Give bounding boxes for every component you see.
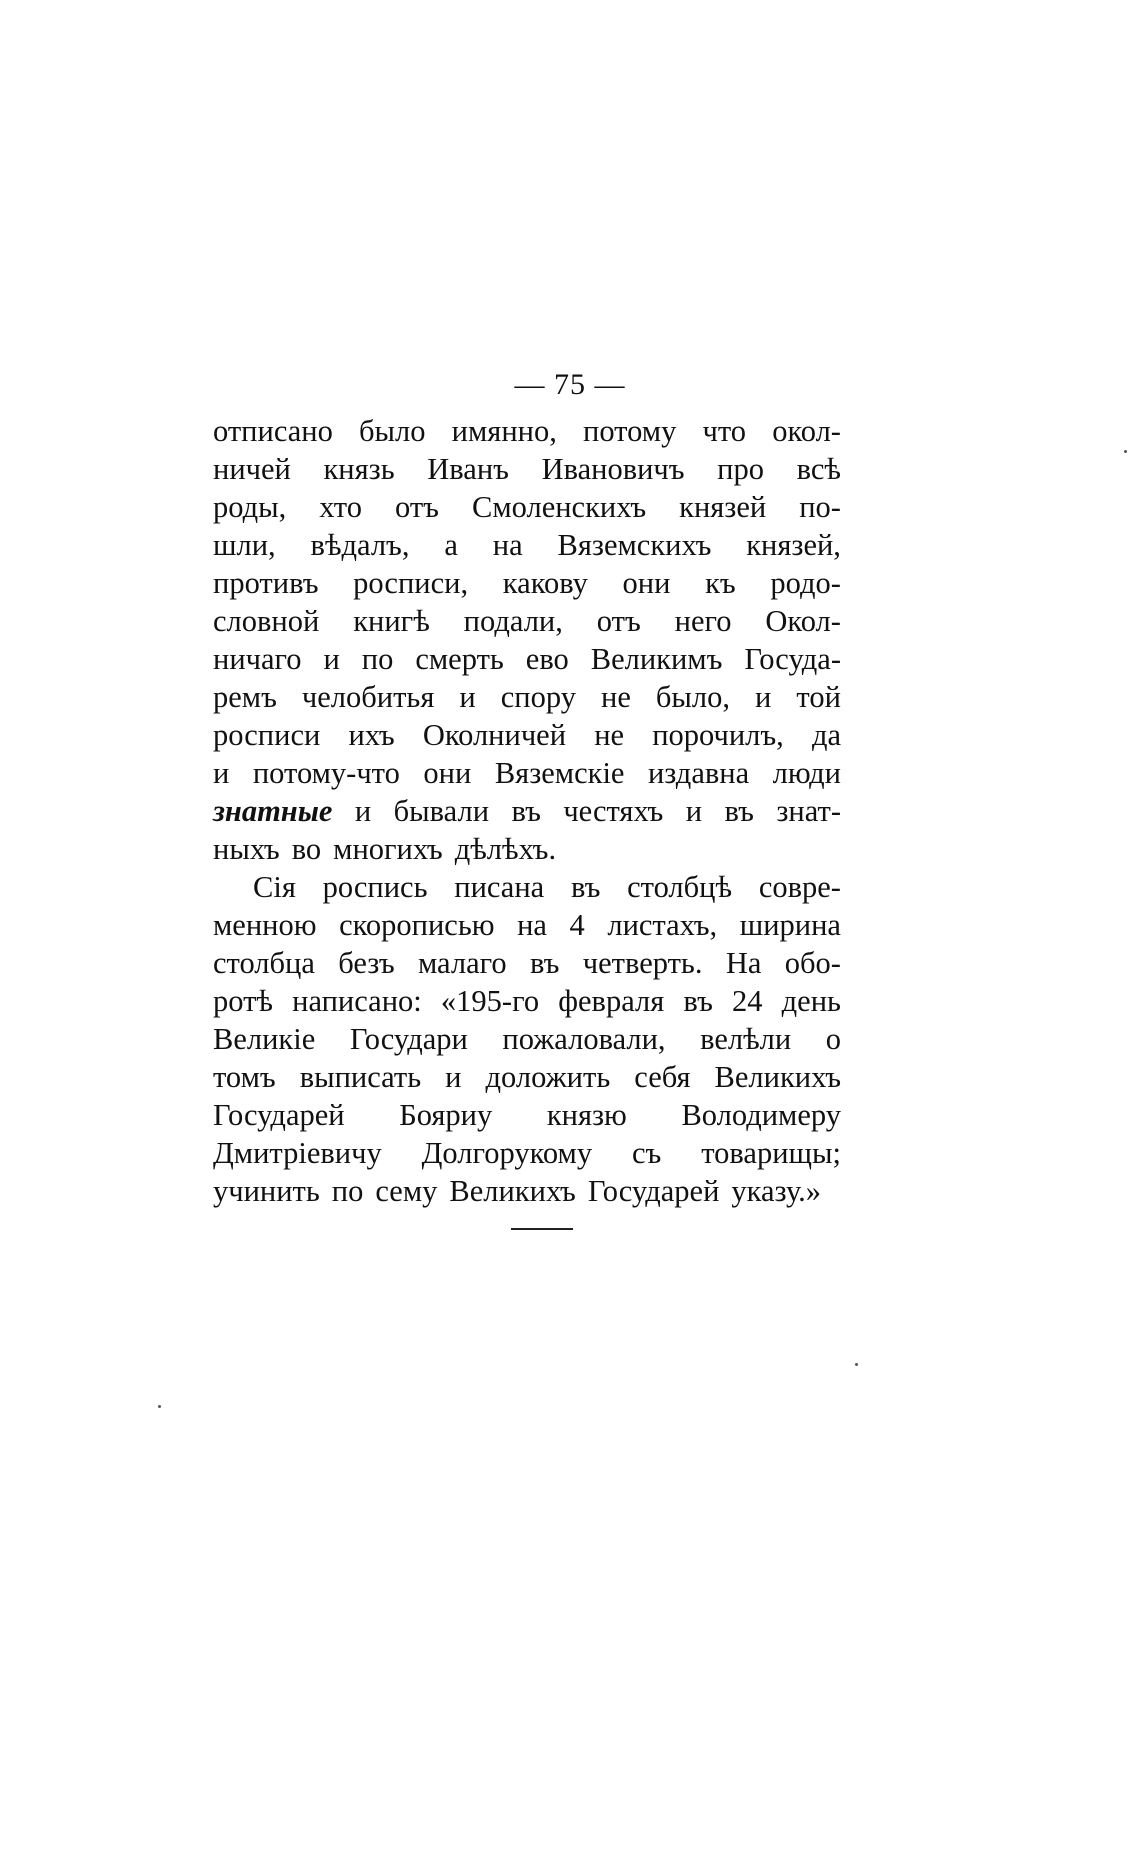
word: велѣли (700, 1022, 792, 1056)
word: они (622, 566, 671, 600)
text-line (213, 564, 841, 602)
word: Великихъ (449, 1174, 576, 1208)
word: смерть (415, 642, 504, 676)
word: не (601, 680, 631, 714)
word: писана (454, 870, 545, 904)
word: окол- (772, 414, 841, 448)
word: Окол- (765, 604, 841, 638)
word: дѣлѣхъ. (454, 832, 557, 866)
word: къ (705, 566, 736, 600)
word: что (702, 414, 747, 448)
word: словной (213, 604, 320, 638)
word: роспись (322, 870, 428, 904)
body-text (213, 412, 841, 1210)
word: ничаго (213, 642, 302, 676)
text-line (213, 754, 841, 792)
text-line (213, 716, 841, 754)
word: 4 (569, 908, 585, 942)
word: и (213, 756, 230, 790)
word: указу.» (731, 1174, 822, 1208)
text-line (213, 1020, 841, 1058)
word: доложить (485, 1060, 611, 1094)
word: бывали (393, 794, 490, 828)
word: день (781, 984, 841, 1018)
word: менною (213, 908, 317, 942)
scan-speck (855, 1363, 858, 1366)
word: столбца (213, 946, 315, 980)
word: потому-что (252, 756, 400, 790)
word: той (796, 680, 841, 714)
word: росписи (213, 718, 321, 752)
word: безъ (338, 946, 395, 980)
word: Дмитріевичу (213, 1136, 382, 1170)
word: Государи (349, 1022, 468, 1056)
word: по- (799, 490, 841, 524)
word: и (354, 794, 372, 828)
word: томъ (213, 1060, 276, 1094)
word: про (717, 452, 764, 486)
word: Иванъ (427, 452, 509, 486)
text-line (213, 1134, 841, 1172)
word: Сія (253, 870, 296, 904)
word: столбцѣ (627, 870, 733, 904)
word: имянно, (451, 414, 557, 448)
text-line (213, 906, 841, 944)
word: отъ (395, 490, 439, 524)
word: Великіе (213, 1022, 316, 1056)
word: въ (511, 794, 541, 828)
word: ротѣ (213, 984, 273, 1018)
word: родо- (770, 566, 841, 600)
text-line (213, 678, 841, 716)
word: февраля (558, 984, 665, 1018)
word: «195-го (440, 984, 540, 1018)
word: и (685, 794, 703, 828)
text-line (213, 868, 841, 906)
word: написано: (292, 984, 422, 1018)
word: подали, (463, 604, 563, 638)
word: роды, (213, 490, 287, 524)
paragraph (213, 412, 841, 868)
word: отписано (213, 414, 333, 448)
word: въ (529, 946, 560, 980)
word: книгѣ (353, 604, 430, 638)
word: товарищы; (701, 1136, 841, 1170)
word: обо- (784, 946, 841, 980)
word: и (323, 642, 340, 676)
word: сему (375, 1174, 438, 1208)
word: князь (323, 452, 395, 486)
word: князей, (746, 528, 841, 562)
word: не (594, 718, 625, 752)
word: скорописью (339, 908, 495, 942)
word: ныхъ (213, 832, 280, 866)
word: Великихъ (714, 1060, 841, 1094)
word: челобитья (301, 680, 435, 714)
word: князей (679, 490, 767, 524)
text-line (213, 1096, 841, 1134)
word: совре- (758, 870, 841, 904)
word: четверть. (582, 946, 703, 980)
word: въ (724, 794, 754, 828)
word: потому (583, 414, 677, 448)
word: Долгорукому (421, 1136, 593, 1170)
word: На (725, 946, 762, 980)
word: Ивановичъ (541, 452, 685, 486)
word: 24 (732, 984, 763, 1018)
word: въ (683, 984, 713, 1018)
word: люди (772, 756, 841, 790)
word: пожаловали, (502, 1022, 666, 1056)
word: о (825, 1022, 841, 1056)
word: по (331, 1174, 364, 1208)
text-line (213, 640, 841, 678)
word: отъ (596, 604, 641, 638)
word: какову (502, 566, 588, 600)
paragraph (213, 868, 841, 1210)
word: ничей (213, 452, 291, 486)
word: ево (525, 642, 569, 676)
word: по (361, 642, 394, 676)
word: спору (500, 680, 576, 714)
word: Государей (587, 1174, 720, 1208)
word: Госуда- (744, 642, 841, 676)
text-line (213, 1172, 841, 1210)
word: знат- (776, 794, 841, 828)
word: да (811, 718, 841, 752)
text-line (213, 412, 841, 450)
word: себя (634, 1060, 691, 1094)
word: него (674, 604, 732, 638)
word: они (423, 756, 472, 790)
word: противъ (213, 566, 319, 600)
word: выписать (299, 1060, 422, 1094)
word: ихъ (348, 718, 395, 752)
text-line (213, 792, 841, 830)
word: Вяземскихъ (557, 528, 712, 562)
word: Вяземскіе (494, 756, 625, 790)
word: Смоленскихъ (471, 490, 647, 524)
word: честяхъ (563, 794, 664, 828)
word: было, (655, 680, 731, 714)
text-line (213, 526, 841, 564)
page-number: — 75 — (514, 368, 626, 401)
text-line (213, 830, 841, 868)
text-line (213, 488, 841, 526)
word: ремъ (213, 680, 277, 714)
word: учинить (213, 1174, 320, 1208)
word: многихъ (333, 832, 443, 866)
word: знатные (213, 794, 333, 828)
scan-speck (1124, 450, 1127, 453)
text-line (213, 1058, 841, 1096)
word: малаго (417, 946, 507, 980)
word: въ (570, 870, 601, 904)
word: и (459, 680, 476, 714)
word: Великимъ (590, 642, 723, 676)
word: было (359, 414, 426, 448)
word: и (755, 680, 772, 714)
word: росписи, (353, 566, 469, 600)
word: порочилъ, (652, 718, 784, 752)
word: листахъ, (607, 908, 718, 942)
word: на (517, 908, 547, 942)
scan-speck (158, 1405, 161, 1408)
word: шли, (213, 528, 276, 562)
word: издавна (647, 756, 750, 790)
text-line (213, 450, 841, 488)
word: во (291, 832, 322, 866)
word: Околничей (422, 718, 567, 752)
word: а (444, 528, 458, 562)
text-line (213, 944, 841, 982)
end-rule (511, 1228, 573, 1230)
word: Бояриу (399, 1098, 493, 1132)
word: Володимеру (681, 1098, 841, 1132)
word: вѣдалъ, (310, 528, 410, 562)
word: и (445, 1060, 462, 1094)
text-line (213, 982, 841, 1020)
word: ширина (739, 908, 841, 942)
text-line (213, 602, 841, 640)
word: всѣ (796, 452, 841, 486)
word: Государей (213, 1098, 345, 1132)
word: князю (546, 1098, 627, 1132)
word: хто (319, 490, 362, 524)
word: съ (632, 1136, 662, 1170)
word: на (492, 528, 523, 562)
